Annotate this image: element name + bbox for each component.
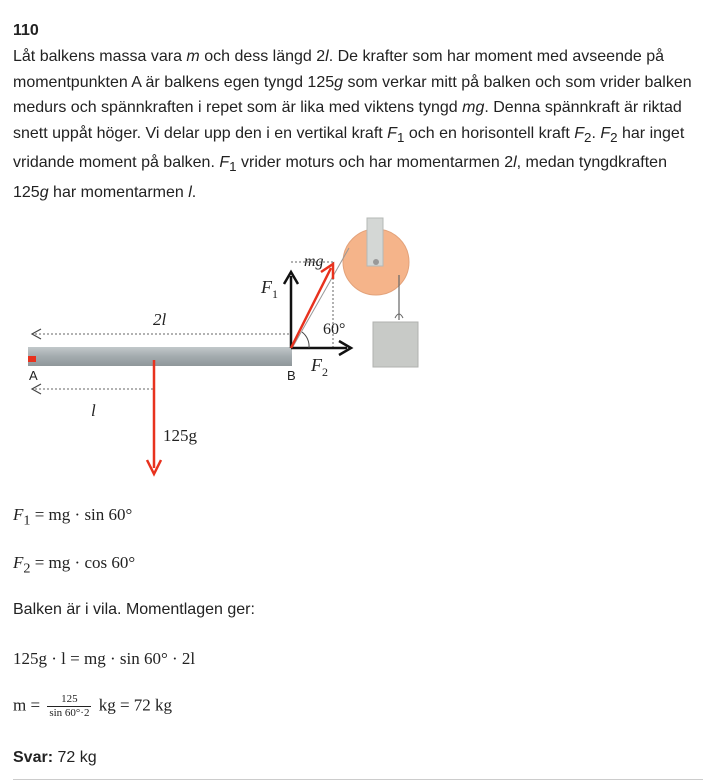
- label-mg: mg: [304, 253, 324, 270]
- label-angle: 60°: [323, 321, 346, 338]
- label-f2: $F_2$: [311, 355, 328, 379]
- label-125g: 125g: [163, 426, 197, 445]
- beam: [28, 347, 292, 366]
- divider: [13, 779, 703, 780]
- equation-f1: $F_1$ = mg · sin 60°: [13, 505, 133, 529]
- answer: Svar: 72 kg: [13, 749, 97, 766]
- label-b: B: [287, 368, 296, 383]
- label-a: A: [29, 368, 38, 383]
- beam-diagram: [13, 210, 433, 485]
- problem-explanation: Låt balkens massa vara m och dess längd 2l. De krafter som har moment med avseende på momentpunkten A är balkens egen tyngd 125g som verkar mitt på balken och som vrider balken medurs och spännkraften i repet som är lika med viktens tyngd mg. Denna spännkraft är riktad snett uppåt höger. Vi delar upp den i en vertikal kraft $F_1$ och en horisontell kraft $F_2$. $F_2$ har inget vridande moment på balken. $F_1$ vrider moturs och har momentarmen 2l, medan tyngdkraften 125g har momentarmen l.: [13, 48, 692, 201]
- label-l: l: [91, 401, 96, 420]
- label-2l: 2l: [153, 310, 167, 329]
- label-f1: $F_1$: [261, 277, 278, 301]
- equilibrium-statement: Balken är i vila. Momentlagen ger:: [13, 601, 255, 618]
- problem-number: 110: [13, 22, 39, 39]
- equation-f2: $F_2$ = mg · cos 60°: [13, 553, 136, 577]
- equation-mass: m = $\frac{125}{\sin 60^\circ\cdot 2}$ kg = 72 kg: [13, 693, 173, 719]
- hanging-weight: [373, 322, 418, 367]
- equation-moment: 125g · l = mg · sin 60° · 2l: [13, 649, 196, 668]
